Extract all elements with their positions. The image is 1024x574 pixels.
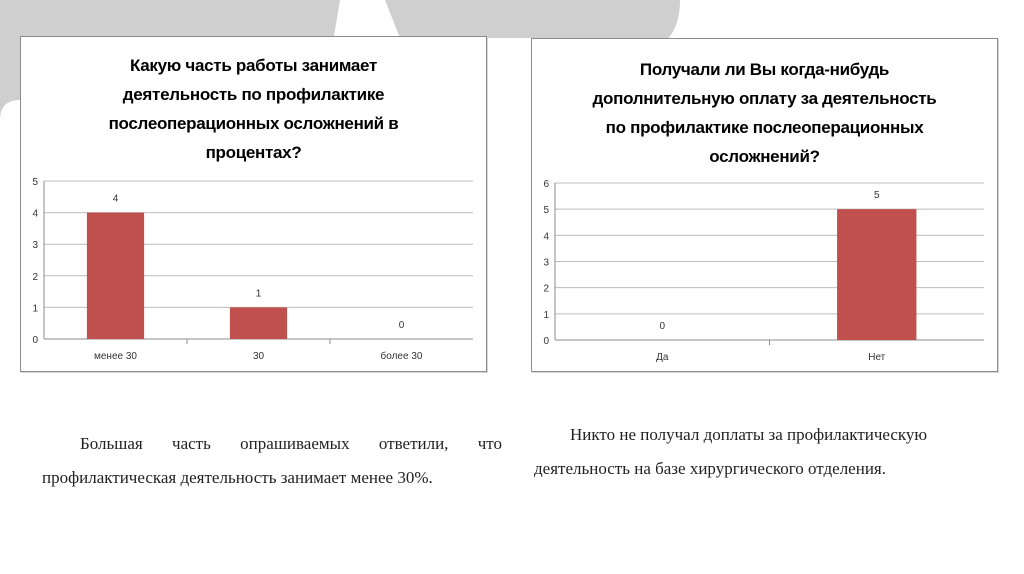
y-tick-label: 1	[543, 309, 549, 321]
caption-right	[534, 418, 984, 486]
caption-left	[42, 427, 502, 495]
y-tick-label: 0	[32, 335, 38, 346]
y-tick-label: 5	[32, 177, 38, 188]
bar	[837, 209, 916, 340]
category-label: Да	[656, 352, 669, 363]
y-tick-label: 6	[543, 179, 549, 190]
chart-work-share	[20, 36, 487, 372]
chart-title: Какую часть работы занимает деятельность по профилактике послеоперационных осложнений в процентах?	[108, 56, 399, 162]
caption-left-line2: профилактическая деятельность занимает менее 30%.	[42, 468, 433, 487]
caption-right-line1: Никто не получал доплаты за профилактическую	[570, 425, 928, 444]
chart-plot-area	[21, 37, 486, 371]
y-tick-label: 4	[543, 231, 549, 243]
category-label: более 30	[380, 351, 423, 362]
data-label: 0	[659, 321, 666, 332]
data-label: 5	[873, 190, 880, 202]
y-tick-label: 3	[543, 257, 549, 269]
data-label: 0	[398, 320, 405, 331]
y-tick-label: 3	[32, 240, 38, 252]
y-tick-label: 5	[543, 205, 549, 217]
category-label: Нет	[868, 352, 886, 363]
caption-right-line2: деятельность на базе хирургического отделения.	[534, 459, 886, 478]
data-label: 1	[255, 288, 262, 300]
chart-plot-area	[532, 39, 997, 371]
y-tick-label: 1	[32, 303, 38, 315]
y-tick-label: 0	[543, 336, 549, 347]
category-label: менее 30	[94, 351, 137, 362]
category-label: 30	[252, 351, 265, 362]
bar	[87, 213, 144, 339]
chart-title: Получали ли Вы когда-нибудь дополнительную оплату за деятельность по профилактике послеоперационных осложнений?	[592, 60, 937, 166]
bar	[230, 307, 287, 339]
y-tick-label: 2	[32, 271, 38, 283]
data-label: 4	[112, 193, 119, 205]
y-tick-label: 2	[543, 283, 549, 295]
y-tick-label: 4	[32, 208, 38, 220]
caption-left-line1: Большая часть опрашиваемых ответили, что	[80, 434, 502, 453]
chart-extra-payment	[531, 38, 998, 372]
